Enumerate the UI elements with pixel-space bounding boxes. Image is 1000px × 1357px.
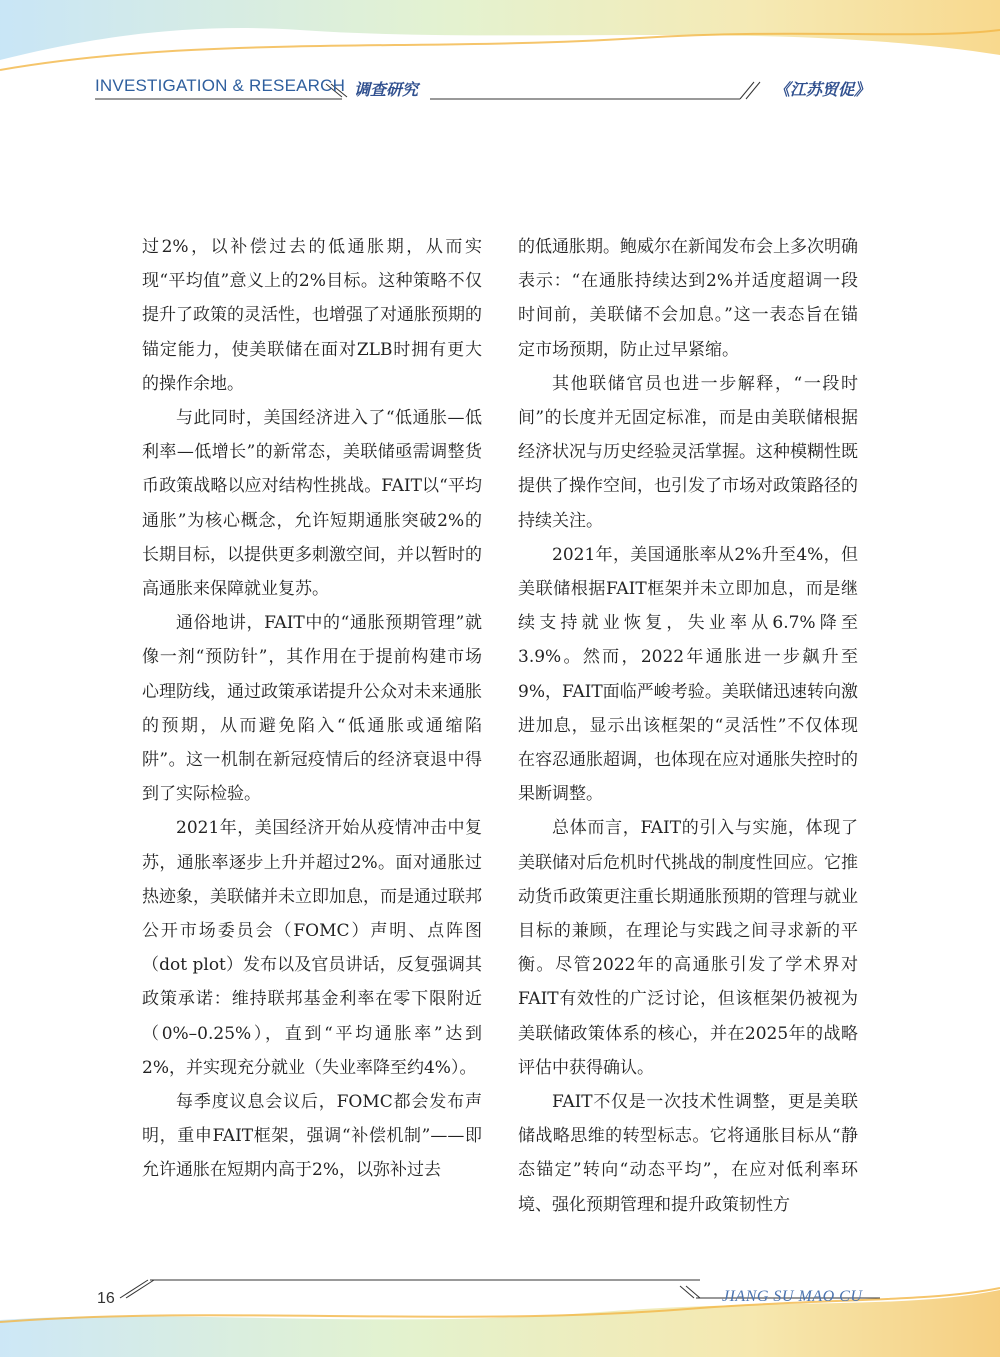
paragraph: 与此同时，美国经济进入了“低通胀—低利率—低增长”的新常态，美联储亟需调整货币政策战略以应对结构性挑战。FAIT以“平均通胀”为核心概念，允许短期通胀突破2%的长期目标，以提供更多刺激空间，并以暂时的高通胀来保障就业复苏。: [142, 408, 482, 600]
paragraph: 通俗地讲，FAIT中的“通胀预期管理”就像一剂“预防针”，其作用在于提前构建市场心理防线，通过政策承诺提升公众对未来通胀的预期，从而避免陷入“低通胀或通缩陷阱”。这一机制在新冠疫情后的经济衰退中得到了实际检验。: [142, 613, 482, 805]
left-text-column: [142, 230, 482, 1188]
paragraph: 2021年，美国通胀率从2%升至4%，但美联储根据FAIT框架并未立即加息，而是继续支持就业恢复，失业率从6.7%降至3.9%。然而，2022年通胀进一步飙升至9%，FAIT面临严峻考验。美联储迅速转向激进加息，显示出该框架的“灵活性”不仅体现在容忍通胀超调，也体现在应对通胀失控时的果断调整。: [518, 544, 858, 805]
magazine-name-cn: 《江苏贸促》: [774, 80, 871, 99]
magazine-name-en: JIANG SU MAO CU: [722, 1288, 863, 1305]
right-text-column: [518, 230, 858, 1222]
paragraph: FAIT不仅是一次技术性调整，更是美联储战略思维的转型标志。它将通胀目标从“静态锚定”转向“动态平均”，在应对低利率环境、强化预期管理和提升政策韧性方: [518, 1092, 858, 1215]
paragraph: 其他联储官员也进一步解释，“一段时间”的长度并无固定标准，而是由美联储根据经济状况与历史经验灵活掌握。这种模糊性既提供了操作空间，也引发了市场对政策路径的持续关注。: [518, 373, 858, 531]
section-title-cn: 调查研究: [354, 80, 419, 99]
paragraph: 总体而言，FAIT的引入与实施，体现了美联储对后危机时代挑战的制度性回应。它推动货币政策更注重长期通胀预期的管理与就业目标的兼顾，在理论与实践之间寻求新的平衡。尽管2022年的高通胀引发了学术界对FAIT有效性的广泛讨论，但该框架仍被视为美联储政策体系的核心，并在2025年的战略评估中获得确认。: [518, 818, 858, 1078]
paragraph: 2021年，美国经济开始从疫情冲击中复苏，通胀率逐步上升并超过2%。面对通胀过热迹象，美联储并未立即加息，而是通过联邦公开市场委员会（FOMC）声明、点阵图（dot plot）发布以及官员讲话，反复强调其政策承诺：维持联邦基金利率在零下限附近（0%–0.25%），直到“平均通胀率”达到2%，并实现充分就业（失业率降至约4%）。: [142, 818, 482, 1078]
paragraph: 每季度议息会议后，FOMC都会发布声明，重申FAIT框架，强调“补偿机制”——即允许通胀在短期内高于2%，以弥补过去: [142, 1092, 482, 1181]
page-number: 16: [97, 1290, 115, 1307]
paragraph: 的低通胀期。鲍威尔在新闻发布会上多次明确表示：“在通胀持续达到2%并适度超调一段时间前，美联储不会加息。”这一表态旨在锚定市场预期，防止过早紧缩。: [518, 237, 858, 360]
section-title-en: INVESTIGATION & RESEARCH: [95, 76, 346, 95]
paragraph: 过2%，以补偿过去的低通胀期，从而实现“平均值”意义上的2%目标。这种策略不仅提升了政策的灵活性，也增强了对通胀预期的锚定能力，使美联储在面对ZLB时拥有更大的操作余地。: [142, 237, 482, 394]
